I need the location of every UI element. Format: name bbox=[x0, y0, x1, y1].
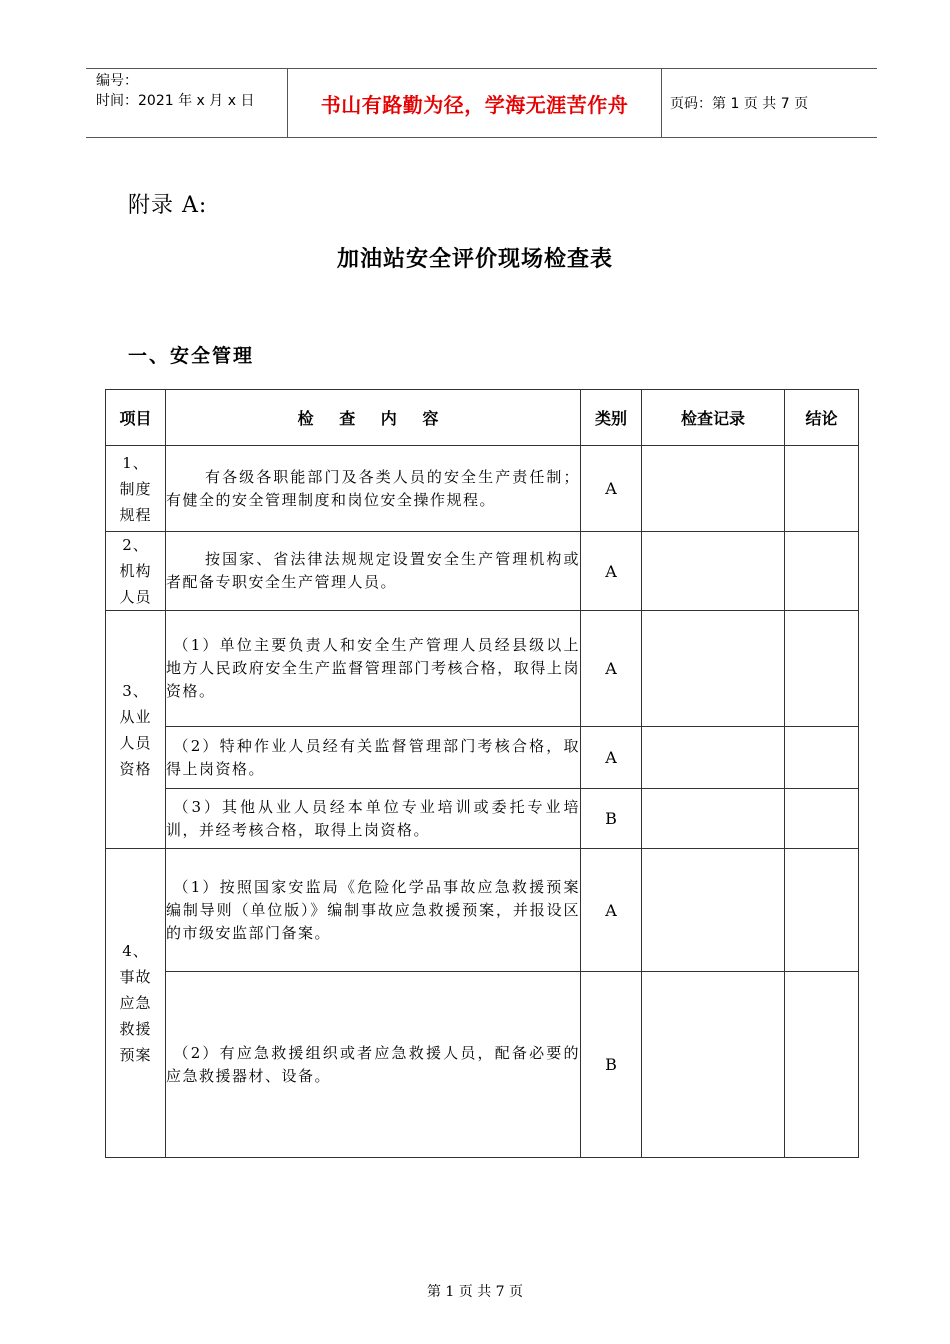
table-row bbox=[106, 727, 859, 789]
table-row bbox=[106, 446, 859, 532]
category-cell: A bbox=[581, 727, 642, 789]
conclusion-cell[interactable] bbox=[785, 849, 859, 972]
content-cell bbox=[166, 532, 581, 611]
content-text: 按国家、省法律法规规定设置安全生产管理机构或者配备专职安全生产管理人员。 bbox=[166, 550, 580, 591]
content-cell bbox=[166, 789, 581, 849]
content-text: 有各级各职能部门及各类人员的安全生产责任制；有健全的安全管理制度和岗位安全操作规程。 bbox=[166, 467, 580, 509]
category-cell: A bbox=[581, 532, 642, 611]
serial-number-label: 编号： bbox=[96, 73, 138, 89]
category-cell: A bbox=[581, 611, 642, 727]
header-content: 检 查 内 容 bbox=[166, 390, 581, 446]
header-item: 项目 bbox=[106, 390, 166, 446]
item-cell-3: 3、 从业 人员 资格 bbox=[106, 611, 166, 849]
conclusion-cell[interactable] bbox=[785, 972, 859, 1158]
table-row bbox=[106, 532, 859, 611]
item-cell-1: 1、 制度 规程 bbox=[106, 446, 166, 532]
category-cell: A bbox=[581, 446, 642, 532]
header-page-number: 页码：第 1 页 共 7 页 bbox=[670, 96, 809, 112]
table-row bbox=[106, 849, 859, 972]
content-cell bbox=[166, 849, 581, 972]
category-cell: B bbox=[581, 789, 642, 849]
conclusion-cell[interactable] bbox=[785, 611, 859, 727]
header-conclusion: 结论 bbox=[785, 390, 859, 446]
date-label: 时间：2021 年 x 月 x 日 bbox=[96, 93, 255, 109]
appendix-label: 附录 A: bbox=[128, 193, 208, 218]
category-cell: A bbox=[581, 849, 642, 972]
content-text: （1）按照国家安监局《危险化学品事故应急救援预案编制导则（单位版）》编制事故应急救援预案，并报设区的市级安监部门备案。 bbox=[166, 877, 580, 942]
table-row bbox=[106, 611, 859, 727]
record-cell[interactable] bbox=[642, 972, 785, 1158]
page-title: 加油站安全评价现场检查表 bbox=[336, 247, 613, 272]
content-cell bbox=[166, 972, 581, 1158]
page-footer: 第 1 页 共 7 页 bbox=[426, 1284, 524, 1300]
table-row bbox=[106, 789, 859, 849]
header-meta bbox=[96, 69, 286, 137]
section-heading: 一、安全管理 bbox=[128, 345, 255, 367]
conclusion-cell[interactable] bbox=[785, 789, 859, 849]
record-cell[interactable] bbox=[642, 532, 785, 611]
header-category: 类别 bbox=[581, 390, 642, 446]
content-cell bbox=[166, 446, 581, 532]
item-cell-4: 4、 事故 应急 救援 预案 bbox=[106, 849, 166, 1158]
record-cell[interactable] bbox=[642, 727, 785, 789]
table-header-row bbox=[106, 390, 859, 446]
item-cell-2: 2、 机构 人员 bbox=[106, 532, 166, 611]
conclusion-cell[interactable] bbox=[785, 532, 859, 611]
content-cell bbox=[166, 727, 581, 789]
conclusion-cell[interactable] bbox=[785, 727, 859, 789]
record-cell[interactable] bbox=[642, 849, 785, 972]
header-motto: 书山有路勤为径，学海无涯苦作舟 bbox=[287, 69, 662, 137]
record-cell[interactable] bbox=[642, 446, 785, 532]
content-text: （1）单位主要负责人和安全生产管理人员经县级以上地方人民政府安全生产监督管理部门考核合格，取得上岗资格。 bbox=[166, 636, 580, 700]
content-text: （2）有应急救援组织或者应急救援人员，配备必要的应急救援器材、设备。 bbox=[166, 1043, 580, 1085]
content-text: （2）特种作业人员经有关监督管理部门考核合格，取得上岗资格。 bbox=[166, 736, 580, 778]
header-record: 检查记录 bbox=[642, 390, 785, 446]
category-cell: B bbox=[581, 972, 642, 1158]
content-cell bbox=[166, 611, 581, 727]
inspection-table bbox=[105, 389, 859, 1158]
table-row bbox=[106, 972, 859, 1158]
conclusion-cell[interactable] bbox=[785, 446, 859, 532]
record-cell[interactable] bbox=[642, 789, 785, 849]
document-header bbox=[86, 68, 877, 138]
record-cell[interactable] bbox=[642, 611, 785, 727]
content-text: （3）其他从业人员经本单位专业培训或委托专业培训，并经考核合格，取得上岗资格。 bbox=[166, 797, 580, 839]
